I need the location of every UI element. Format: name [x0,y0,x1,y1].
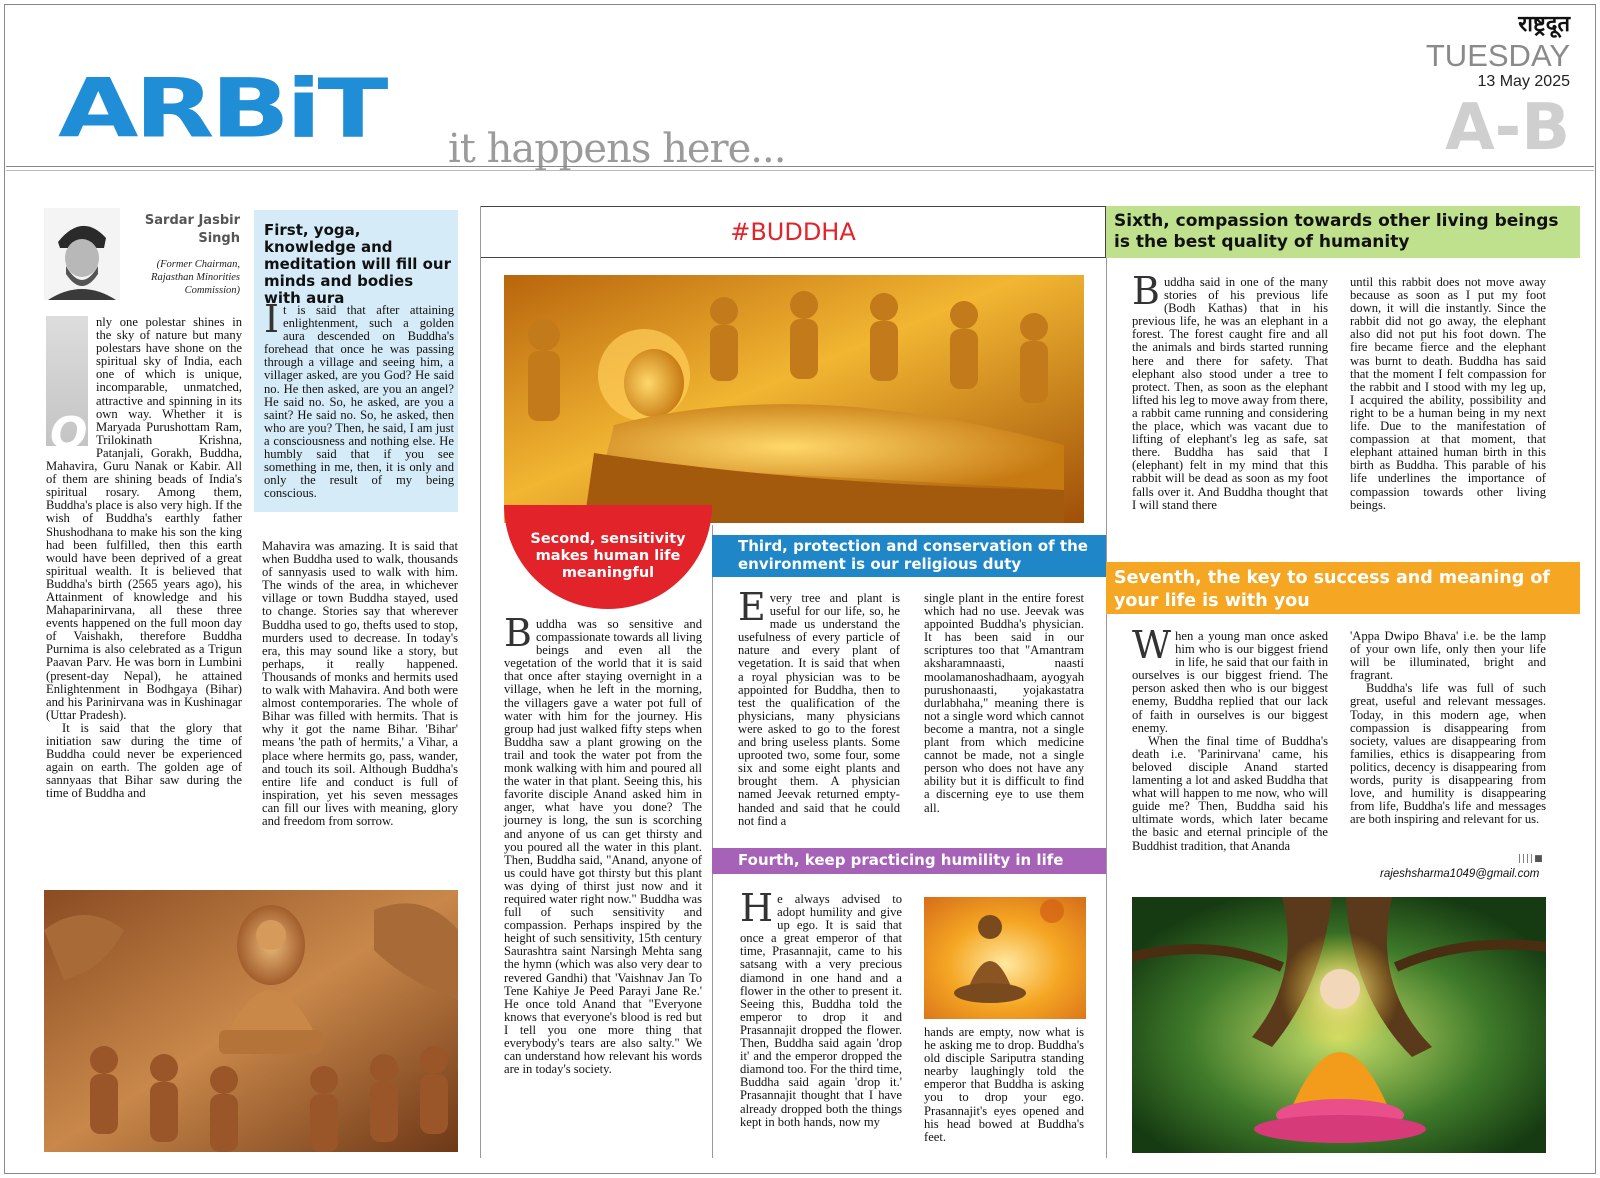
issue-date: 13 May 2025 [1477,73,1570,90]
second-body [504,611,702,1158]
byline-email: rajeshsharma1049@gmail.com [1380,868,1540,880]
seventh-paragraph-3: 'Appa Dwipo Bhava' i.e. be the lamp of your own life, only then your life will be illuminated, bright and fragrant. [1350,629,1546,683]
sixth-paragraph-2: until this rabbit does not move away because as soon as I put my foot down, it will die instantly. Since the rabbit did not go away, the elephant also did not put his foot down. The fire became fierce and the elephant was burnt to death. Buddha has said that the moment I felt compassion for the rabbit and I stood with my leg up, I acquired the ability, possibility and right to be a human being in my next life. Due to the manifestation of compassion at that moment, that elephant attained human birth in this birth as Buddha. This parable of his life underlines the importance of compassion towards other living beings. [1350,275,1546,512]
author-role: (Former Chairman, Rajasthan Minorities Commission) [151,259,240,296]
fourth-paragraph-1: e always advised to adopt humility and give up ego. It is said that once a great emperor of that time, Prasannajit, came to his satsang with a very precious diamond in one hand and a flower in the other to present it. Seeing this, Buddha told the emperor to drop it and Prasannajit dropped the flower. Then, Buddha said again 'drop it' and the emperor dropped the diamond too. For the third time, Buddha said again 'drop it.' Prasannajit thought that I have already dropped both the things kept in both hands, now my [740,892,902,1129]
masthead-rule-inner [6,170,1594,171]
first-paragraph: t is said that after attaining enlightenment, such a golden aura descended on Buddha's forehead that once he was passing through a village and seeing him, a villager asked, are you God? He said no. He then asked, are you an angel? He said no. So, he asked, are you a saint? He said no. So, he asked, then who are you? Then, he said, I am just a consciousness and nothing else. He humbly said that if you see something in me, then, it is only and only the result of my being conscious. [264,303,454,501]
second-paragraph: uddha was so sensitive and compassionate towards all living beings and even all the vegetation of the world that it is said that once after staying overnight in a village, when he left in the morning, the villagers gave a water pot full of water with him for the journey. His group had just walked fifty steps when Buddha saw a plant growing on the trail and took the water pot from the monk walking with him and poured all the water in that plant. Seeing this, his favorite disciple Anand asked him in anger, what have you done? The journey is long, the sun is scorching and anyone of us can get thirsty and you poured all the water in this plant. Then, Buddha said, "Anand, anyone of us could have got thirsty but this plant was dying of thirst just now and it required water right now." Buddha was full of such sensitivity and compassion. Perhaps inspired by the height of such sensitivity, 15th century Saurashtra saint Narsingh Mehta sang the hymn (which was also very dear to revered Gandhi) that 'Vaishnav Jan To Tene Kahiye Je Peed Parayi Jane Re.' He once told Anand that "Everyone knows that everyone's blood is red but I tell you one more thing that everybody's tears are also salty." We can understand how relevant his words are in today's society. [504,617,702,1077]
third-paragraph-2: single plant in the entire forest which had no use. Jeevak was appointed Buddha's physician. It has been said in our scriptures too that "Amantram aksharamnaasti, naasti moolamanoshadhaam, ayogyah purushonaasti, yojakastatra durlabhaha," meaning there is not a single word which cannot become a mantra, not a single plant from which medicine cannot be made, not a single person who does not have any ability but it is difficult to find a discerning eye to use them all. [924,591,1084,815]
author-photo [44,208,120,300]
seventh-paragraph-1: hen a young man once asked him who is our biggest friend in life, he said that our faith in ourselves is our biggest friend. The person asked then who is our biggest enemy, Buddha replied that our lack of faith in ourselves is our biggest enemy. [1132,629,1328,735]
third-body-col2 [924,592,1084,844]
fourth-body-col1 [740,886,902,1158]
section-tag: #BUDDHA [730,218,856,246]
tagline: it happens here... [448,126,786,172]
buddha-relief-image [44,890,458,1152]
buddha-under-tree-image [1132,897,1546,1153]
paper-name: राष्ट्रदूत [1518,12,1570,37]
drop-cap-e: E [738,585,766,629]
arbit-logo: ARBiT [58,60,385,157]
continued-paragraph: Mahavira was amazing. It is said that when Buddha used to walk, thousands of sannyasis used to walk with him. The winds of the area, in whichever village or town Buddha stayed, used to change. Stories say that wherever Buddha used to go, thefts used to stop, murders used to decrease. In today's era, this may sound like a story, but perhaps, it really happened. Thousands of monks and hermits used to walk with Mahavira. And both were almost contemporaries. The whole of Bihar was filled with hermits. That is why it got the name Bihar. 'Bihar' means 'the path of hermits,' a Vihar, a place where hermits go, pass, wander, and touch its soil. Although Buddha's entire life and conduct is full of inspiration, yet his seven messages can fill our lives with meaning, glory and freedom from sorrow. [262,539,458,828]
drop-cap-i: I [264,297,280,341]
third-headline: Third, protection and conservation of the environment is our religious duty [738,537,1088,573]
sixth-paragraph-1: uddha said in one of the many stories of his previous life (Bodh Kathas) that in his previous life, he was an elephant in a forest. The forest caught fire and all the animals and birds started running here and there for safety. That elephant also stood under a tree to protect. Then, as soon as the elephant lifted his leg to move away from there, a rabbit came running and considering the place, which was vacant due to lifting of elephant's leg as safe, sat there. Buddha has said that I (elephant) felt in my mind that this rabbit will be dead as soon as my foot falls over it. And Buddha thought that I will stand there [1132,275,1328,512]
column-rule-left [480,206,481,1158]
seventh-body-col2 [1350,630,1546,852]
column-rule-mid [712,525,713,1158]
seventh-paragraph-2: When the final time of Buddha's death i.e. 'Parinirvana' came, his beloved disciple Anand started lamenting a lot and asked Buddha that what will happen to me now, who will guide me? Then, Buddha said his ultimate words, which later became the basic and eternal principle of the Buddhist tradition, that Ananda [1132,733,1328,853]
drop-cap-h: H [740,886,774,930]
issue-day: TUESDAY [1425,38,1570,73]
sixth-headline-band [1106,206,1580,258]
third-paragraph-1: very tree and plant is useful for our life, so, he made us understand the usefulness of every particle of nature and every plant of vegetation. It is said that when a royal physician was to be appointed for Buddha, then to test the qualification of the physicians, many physicians were asked to go to the forest and bring useless plants. Some uprooted two, some four, some six and some eight plants and brought them. A physician named Jeevak returned empty-handed and said that he could not find a [738,591,900,828]
drop-cap-b: B [504,611,532,655]
first-body [264,297,454,510]
fourth-paragraph-2: hands are empty, now what is he asking me to drop. Buddha's old disciple Sariputra standing nearby laughingly told the emperor that Buddha is asking you to drop your ego. Prasannajit's eyes opened and his head bowed at Buddha's feet. [924,1025,1084,1144]
masthead-rule [6,166,1594,167]
third-body-col1 [738,585,900,844]
sixth-headline: Sixth, compassion towards other living beings is the best quality of humanity [1114,211,1559,252]
third-headline-band [712,535,1106,577]
fourth-body-col2 [924,1026,1084,1158]
first-headline: First, yoga, knowledge and meditation will fill our minds and bodies with aura [264,221,452,307]
fourth-headline-band [712,848,1106,874]
edition-mark: A-B [1445,91,1570,165]
fourth-headline: Fourth, keep practicing humility in life [738,851,1064,869]
reclining-buddha-image [504,275,1084,523]
seventh-body-col1 [1132,623,1328,866]
seventh-headline-band [1106,562,1580,614]
second-headline: Second, sensitivity makes human life meaningful [530,531,686,581]
column-rule-right [1106,206,1107,1158]
drop-cap-w: W [1132,623,1172,667]
end-mark: ||||■ [1518,854,1544,864]
seventh-paragraph-4: Buddha's life was full of such great, useful and relevant messages. Today, in this modern age, when compassion is disappearing from society, values are disappearing from families, ethics is disappearing from politics, decency is disappearing from words, purity is disappearing from love, and humility is disappearing from life, Buddha's life and messages are both inspiring and relevant for us. [1350,681,1546,827]
drop-cap-b2: B [1132,269,1160,313]
column-intro [46,316,242,866]
intro-paragraph-2: It is said that the glory that initiation saw during the time of Buddha could never be experienced again on earth. The golden age of sannyaas that Bihar saw during the time of Buddha and [46,720,242,801]
drop-cap-o: O [46,316,88,446]
sixth-body-col2 [1350,276,1546,548]
seventh-headline: Seventh, the key to success and meaning of your life is with you [1114,568,1550,611]
meditating-buddha-image [924,897,1086,1019]
column-intro-continued [262,540,458,865]
sixth-body-col1 [1132,269,1328,548]
intro-paragraph-1: nly one polestar shines in the sky of nature but many polestars have shone on the spiritual sky of India, each one of which is unique, incomparable, unmatched, attractive and spinning in its own way. Whether it is Maryada Purushottam Ram, Trilokinath Krishna, Patanjali, Gorakh, Buddha, Mahavira, Guru Nanak or Kabir. All of them are shining beads of India's spiritual rosary. Among them, Buddha's place is also very high. If the wish of Buddha's earthly father Shushodhana to make his son the king had been fulfilled, then this earth would have been deprived of a great spiritual wealth. It is believed that Buddha's birth (2565 years ago), his Attainment of knowledge and his Mahaparinirvana, all these three events happened on the full moon day of Vaishakh, therefore Buddha Purnima is also celebrated as a Trigun Paavan Parv. He was born in Lumbini (present-day Nepal), he attained Enlightenment in Bodhgaya (Bihar) and his Parinirvana was in Kushinagar (Uttar Pradesh). [46,315,242,722]
author-name: Sardar Jasbir Singh [144,213,240,246]
